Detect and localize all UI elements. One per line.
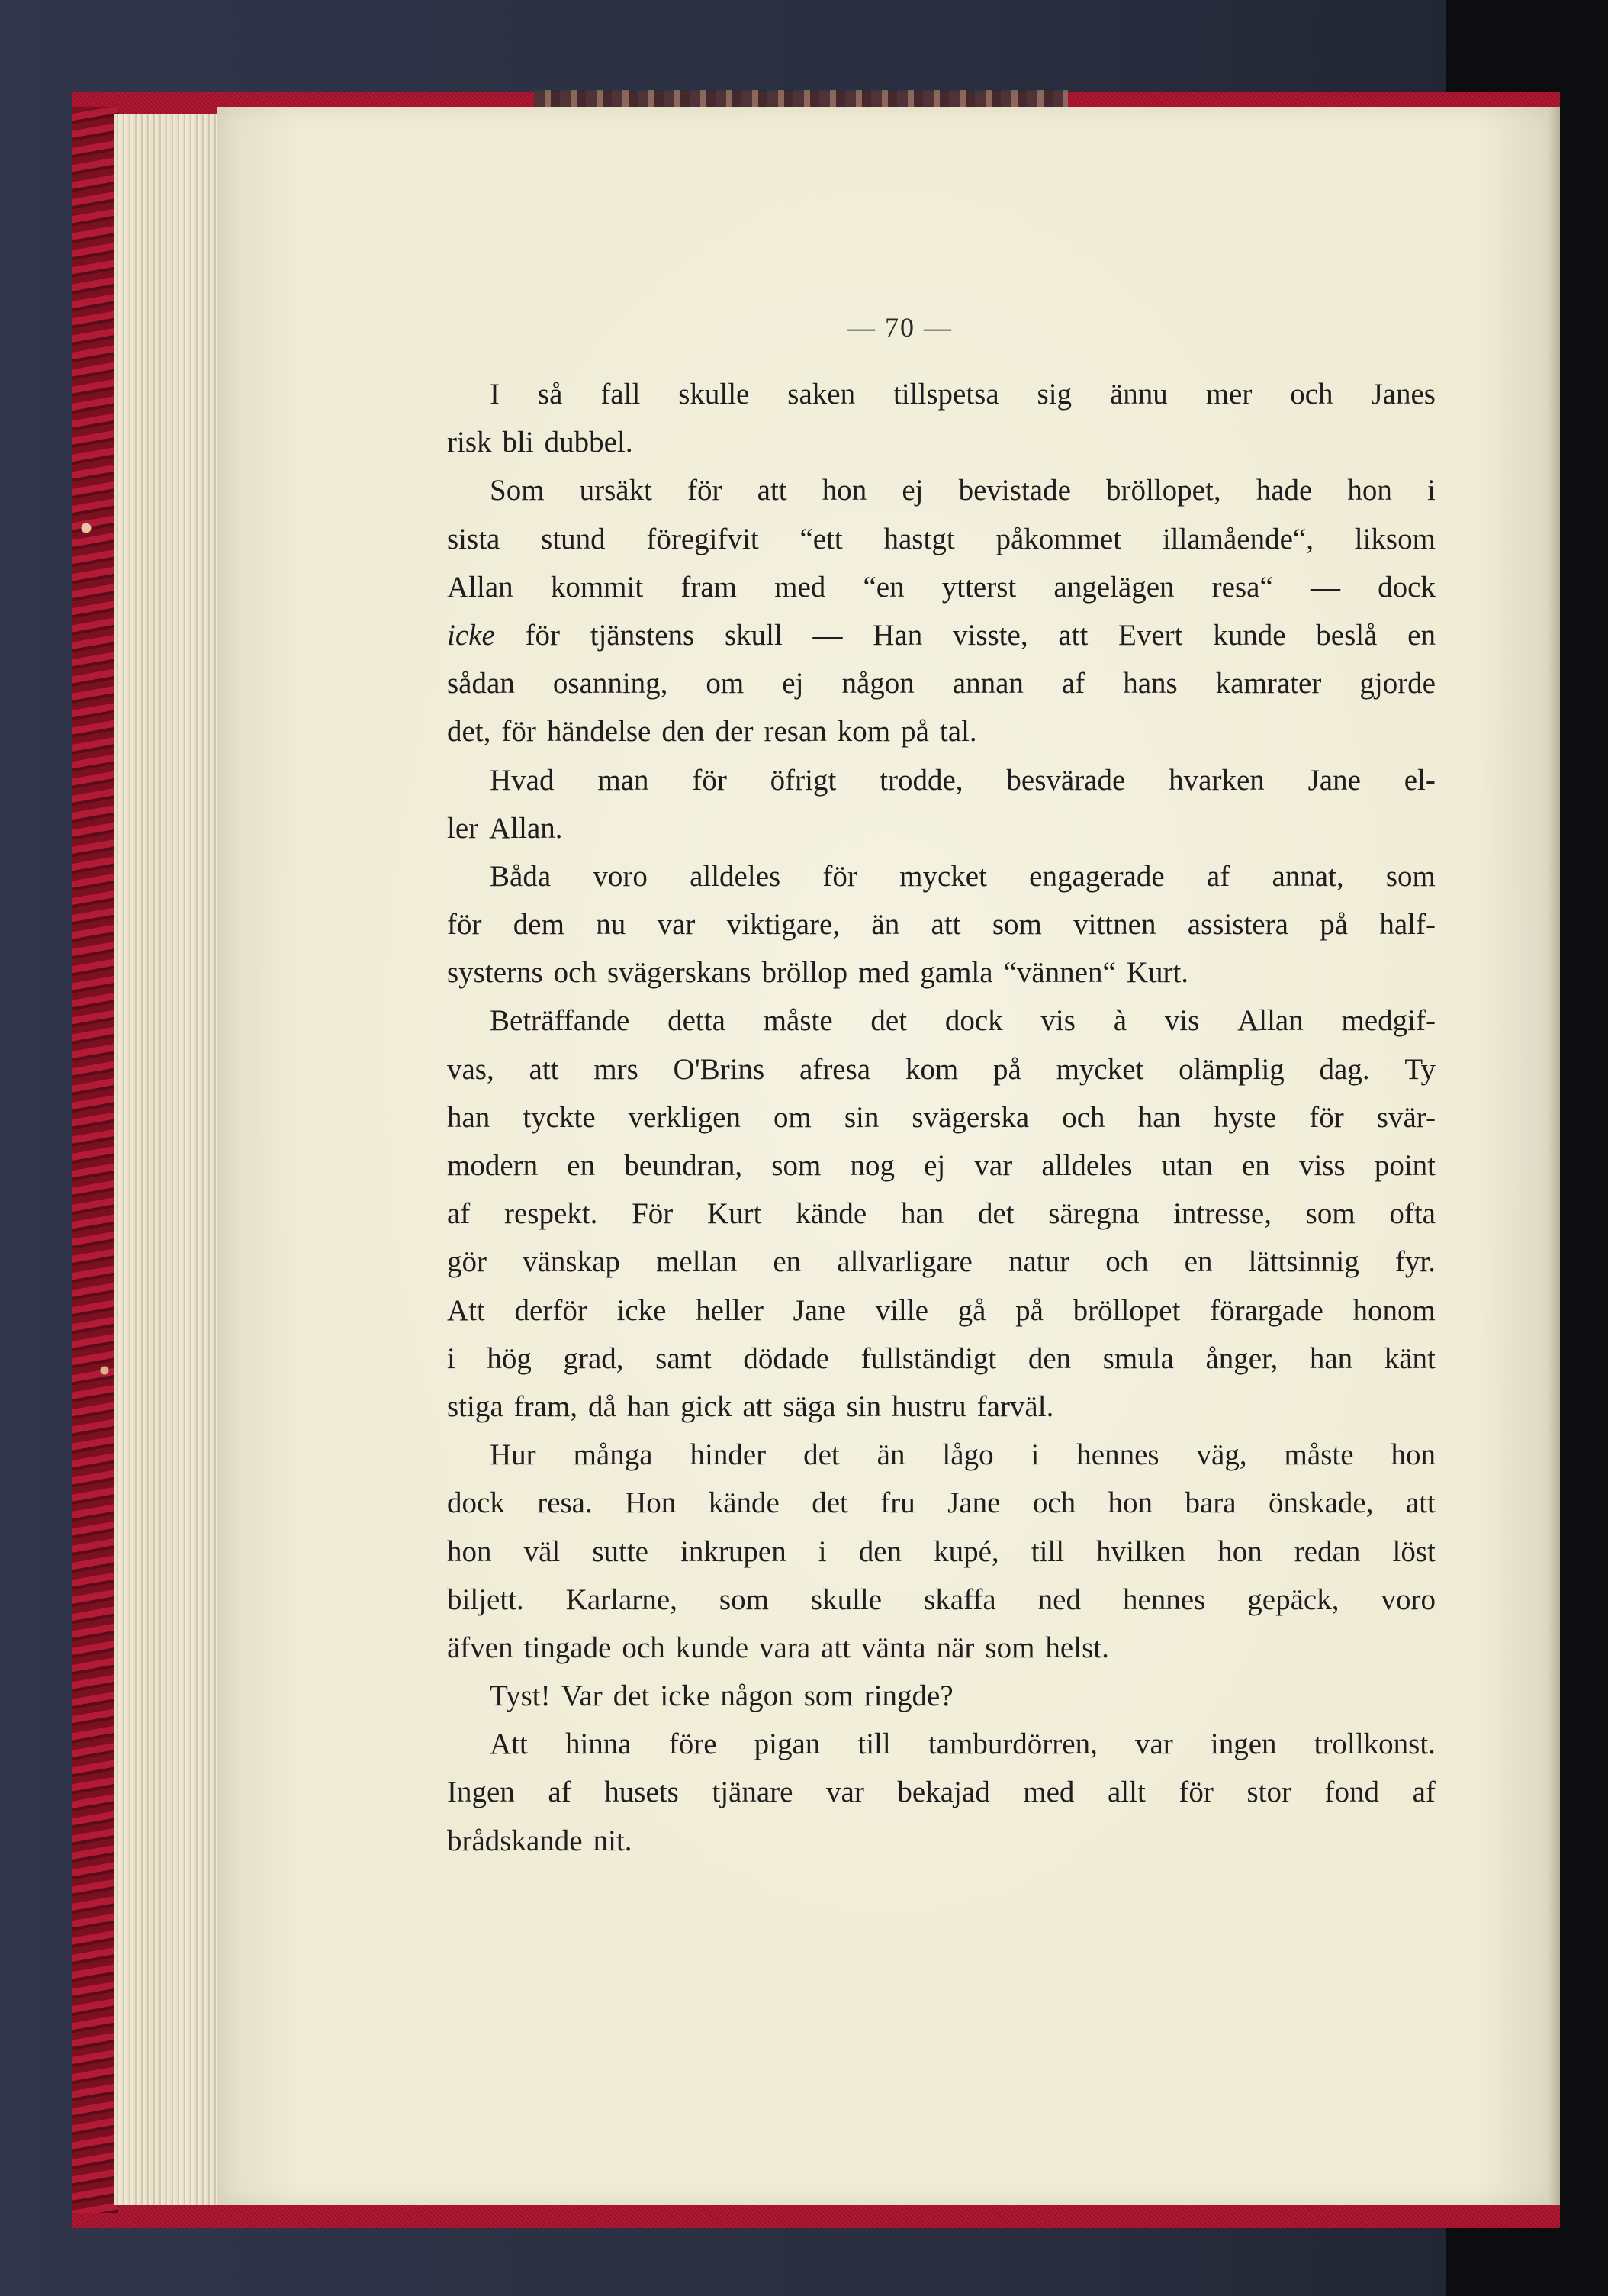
text-line: Hur många hinder det än lågo i hennes väg, måste hon [490,1438,1436,1472]
text-line: gör vänskap mellan en allvarligare natur och en lättsinnig fyr. [447,1245,1436,1279]
text-line: risk bli dubbel. [447,426,633,459]
text-line: för dem nu var viktigare, än att som vittnen assistera på half- [447,908,1436,942]
text-line: Som ursäkt för att hon ej bevistade bröllopet, hade hon i [490,474,1436,507]
text-line: det, för händelse den der resan kom på tal. [447,715,977,749]
page-curl [1549,107,1560,2205]
text-line: stiga fram, då han gick att säga sin hustru farväl. [447,1390,1054,1423]
text-line: Allan kommit fram med “en ytterst angelägen resa“ — dock [447,570,1436,604]
text-line: brådskande nit. [447,1824,632,1857]
text-line: Beträffande detta måste det dock vis à vis Allan medgif- [490,1004,1436,1038]
marbled-edge [72,107,118,2213]
text-line: Att derför icke heller Jane ville gå på bröllopet förargade honom [447,1293,1436,1327]
page-number: — 70 — [847,312,953,343]
text-line: Tyst! Var det icke någon som ringde? [490,1679,954,1713]
text-line: sådan osanning, om ej någon annan af hans kamrater gjorde [447,667,1436,700]
body-text [447,370,1436,1865]
text-line: af respekt. För Kurt kände han det säregna intresse, som ofta [447,1197,1436,1231]
text-line: modern en beundran, som nog ej var alldeles utan en viss point [447,1149,1436,1182]
text-line: systerns och svägerskans bröllop med gamla “vännen“ Kurt. [447,956,1189,990]
text-line: I så fall skulle saken tillspetsa sig ännu mer och Janes [490,378,1436,411]
text-line: Båda voro alldeles för mycket engagerade af annat, som [490,859,1436,893]
text-line: sista stund föregifvit “ett hastgt påkommet illamående“, liksom [447,522,1436,555]
text-line: Hvad man för öfrigt trodde, besvärade hvarken Jane el- [490,763,1436,797]
text-line: dock resa. Hon kände det fru Jane och hon bara önskade, att [447,1486,1436,1520]
text-line: Att hinna före pigan till tamburdörren, var ingen trollkonst. [490,1728,1436,1761]
page-edges [114,114,221,2205]
text-line: han tyckte verkligen om sin svägerska och han hyste för svär- [447,1100,1436,1134]
text-line: biljett. Karlarne, som skulle skaffa ned hennes gepäck, voro [447,1583,1436,1616]
text-line: vas, att mrs O'Brins afresa kom på mycket olämplig dag. Ty [447,1052,1436,1086]
text-line: ler Allan. [447,811,563,845]
text-line: hon väl sutte inkrupen i den kupé, till hvilken hon redan löst [447,1534,1436,1568]
text-line: äfven tingade och kunde vara att vänta när som helst. [447,1631,1109,1664]
text-line: icke för tjänstens skull — Han visste, att Evert kunde beslå en [447,618,1436,652]
text-line: i hög grad, samt dödade fullständigt den smula ånger, han känt [447,1341,1436,1375]
text-line: Ingen af husets tjänare var bekajad med allt för stor fond af [447,1776,1436,1809]
